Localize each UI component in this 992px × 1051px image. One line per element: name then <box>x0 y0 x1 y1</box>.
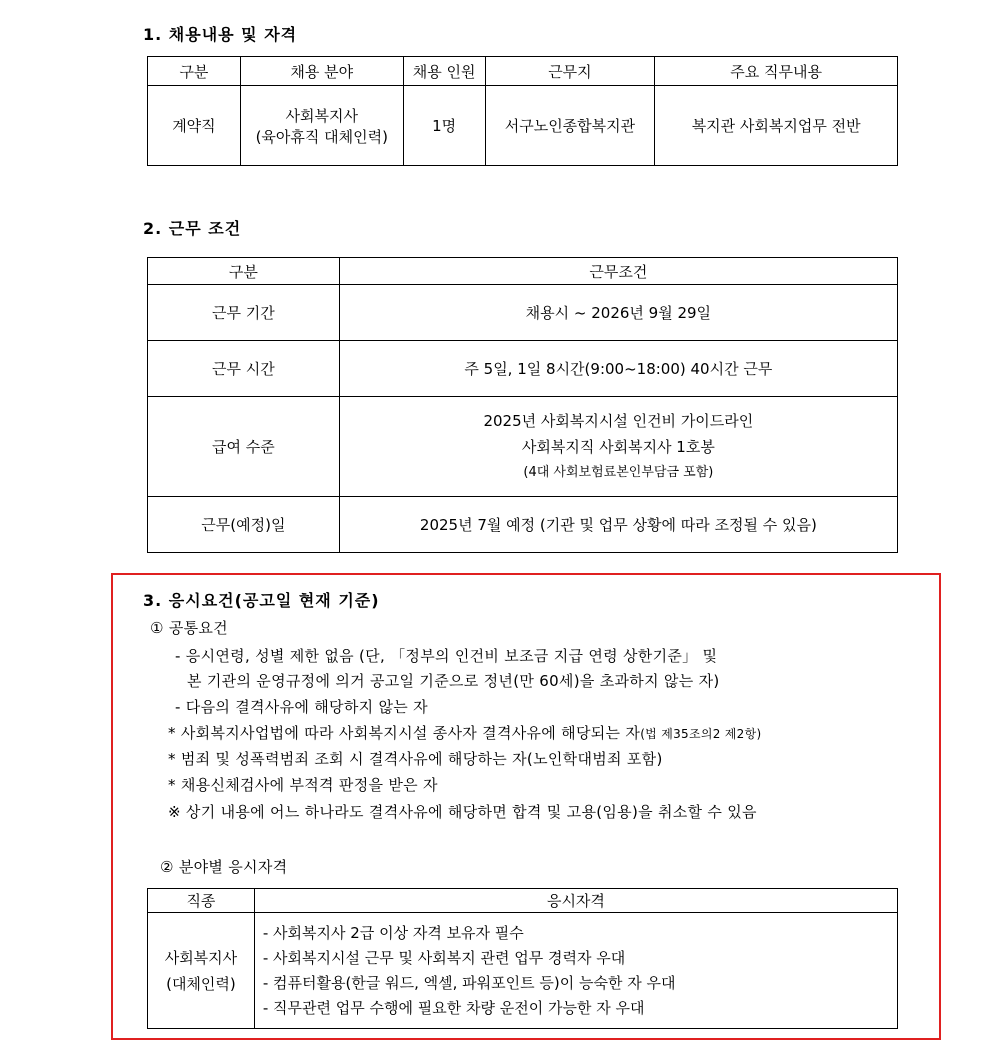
start-value: 2025년 7월 예정 (기관 및 업무 상황에 따라 조정될 수 있음) <box>339 497 897 553</box>
common-line-3: - 다음의 결격사유에 해당하지 않는 자 <box>175 698 428 716</box>
header-field: 채용 분야 <box>240 57 403 86</box>
section1-heading: 1. 채용내용 및 자격 <box>143 25 298 44</box>
qualification-item: - 사회복지사 2급 이상 자격 보유자 필수 <box>262 923 524 942</box>
disqualification-1-main: * 사회복지사업법에 따라 사회복지시설 종사자 결격사유에 해당되는 자 <box>168 724 641 742</box>
disqualification-2: * 범죄 및 성폭력범죄 조회 시 결격사유에 해당하는 자(노인학대범죄 포함) <box>168 750 663 768</box>
header-job: 직종 <box>148 889 255 913</box>
cell-type: 계약직 <box>148 86 241 166</box>
cell-workplace: 서구노인종합복지관 <box>485 86 655 166</box>
disqualification-1-law: (법 제35조의2 제2항) <box>640 727 762 741</box>
section2-heading: 2. 근무 조건 <box>143 219 242 238</box>
cell-count: 1명 <box>403 86 485 166</box>
section3-heading: 3. 응시요건(공고일 현재 기준) <box>143 591 380 610</box>
qualification-item: - 직무관련 업무 수행에 필요한 차량 운전이 가능한 자 우대 <box>262 998 645 1017</box>
start-label: 근무(예정)일 <box>148 497 340 553</box>
cell-field <box>240 86 403 166</box>
header-category: 구분 <box>148 258 340 285</box>
field-line2: (육아휴직 대체인력) <box>255 127 388 146</box>
period-value: 채용시 ~ 2026년 9월 29일 <box>339 285 897 341</box>
header-duties: 주요 직무내용 <box>655 57 898 86</box>
header-qualification: 응시자격 <box>254 889 897 913</box>
salary-line1: 2025년 사회복지시설 인건비 가이드라인 <box>483 411 754 430</box>
salary-line2: 사회복지직 사회복지사 1호봉 <box>521 437 715 456</box>
qualifications-table <box>147 888 898 1029</box>
salary-value <box>339 397 897 497</box>
job-line1: 사회복지사 <box>164 948 238 967</box>
disqualification-1 <box>168 722 762 743</box>
qualification-item: - 컴퓨터활용(한글 워드, 엑셀, 파워포인트 등)이 능숙한 자 우대 <box>262 973 676 992</box>
header-workplace: 근무지 <box>485 57 655 86</box>
cancellation-note: ※ 상기 내용에 어느 하나라도 결격사유에 해당하면 합격 및 고용(임용)을 취소할 수 있음 <box>168 803 757 821</box>
qualification-item: - 사회복지시설 근무 및 사회복지 관련 업무 경력자 우대 <box>262 948 626 967</box>
common-line-2: 본 기관의 운영규정에 의거 공고일 기준으로 정년(만 60세)을 초과하지 않는 자) <box>187 672 720 690</box>
disqualification-3: * 채용신체검사에 부적격 판정을 받은 자 <box>168 776 438 794</box>
field-line1: 사회복지사 <box>285 106 358 125</box>
job-line2: (대체인력) <box>166 974 236 993</box>
salary-line3: (4대 사회보험료본인부담금 포함) <box>523 464 714 480</box>
common-requirements-title: ① 공통요건 <box>150 619 228 637</box>
header-type: 구분 <box>148 57 241 86</box>
qualifications-cell <box>254 913 897 1029</box>
period-label: 근무 기간 <box>148 285 340 341</box>
common-line-1: - 응시연령, 성별 제한 없음 (단, 「정부의 인건비 보조금 지급 연령 상한기준」 및 <box>175 647 718 665</box>
salary-label: 급여 수준 <box>148 397 340 497</box>
recruitment-table <box>147 56 898 166</box>
hours-label: 근무 시간 <box>148 341 340 397</box>
header-count: 채용 인원 <box>403 57 485 86</box>
cell-duties: 복지관 사회복지업무 전반 <box>655 86 898 166</box>
job-cell <box>148 913 255 1029</box>
hours-value: 주 5일, 1일 8시간(9:00~18:00) 40시간 근무 <box>339 341 897 397</box>
work-conditions-table <box>147 257 898 553</box>
field-qualifications-title: ② 분야별 응시자격 <box>160 858 288 876</box>
header-conditions: 근무조건 <box>339 258 897 285</box>
